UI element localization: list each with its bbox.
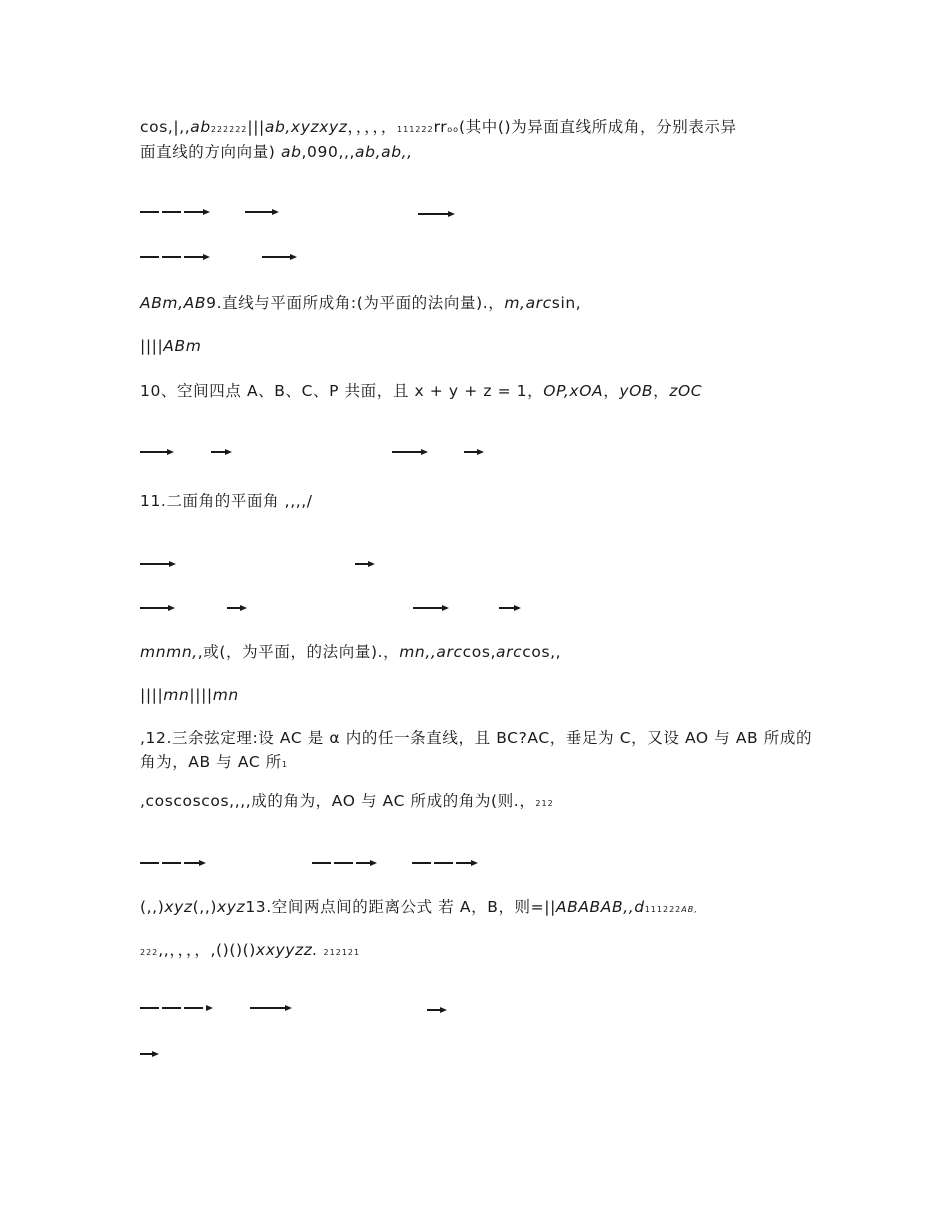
text: ||||	[189, 686, 213, 704]
vector-arrow	[312, 860, 377, 866]
vector-arrow	[227, 605, 247, 611]
text: cos,|,,	[140, 118, 191, 136]
text: ,或(，为平面，的法向量).，	[197, 643, 400, 661]
vector-arrow	[140, 254, 210, 260]
text: m,arc	[504, 294, 552, 312]
formula-line-8	[140, 685, 239, 705]
text: 13.空间两点间的距离公式 若 A，B，则=||	[245, 898, 556, 916]
text: xyz	[164, 898, 193, 916]
text: 面直线的方向向量)	[140, 143, 276, 161]
text: ||||	[140, 337, 164, 355]
vector-arrow	[140, 561, 176, 567]
text: ABm	[163, 337, 202, 355]
formula-line-11	[140, 897, 698, 920]
text: ,coscoscos,,,,成的角为，AO 与 AC 所成的角为(则.，	[140, 792, 536, 810]
subscript: 222	[140, 948, 159, 957]
text: ab	[190, 118, 211, 136]
vector-arrow	[499, 605, 521, 611]
text: rr	[433, 118, 448, 136]
text: ab	[280, 143, 302, 161]
formula-line-7	[140, 642, 561, 662]
text: ab,ab,,	[355, 143, 413, 161]
text: ABm,AB	[140, 294, 207, 312]
subscript: 111222	[397, 125, 434, 134]
formula-line-12	[140, 940, 360, 963]
text: ABABAB,,d	[555, 898, 645, 916]
vector-arrow	[211, 449, 232, 455]
vector-arrow	[262, 254, 297, 260]
text: ,,，，，，	[158, 941, 211, 959]
vector-arrow	[245, 209, 279, 215]
text: mn	[212, 686, 239, 704]
text: ,12.三余弦定理:设 AC 是 α 内的任一条直线，且 BC?AC，垂足为 C，又设 AO 与 AB 所成的角为，AB 与 AC 所	[140, 729, 813, 771]
text: zOC	[669, 382, 703, 400]
vector-arrow	[140, 1051, 159, 1057]
text: arc	[496, 643, 523, 661]
vector-arrow	[140, 1005, 213, 1011]
vector-arrow	[355, 561, 375, 567]
text: ||||	[140, 686, 164, 704]
formula-line-3	[140, 293, 581, 313]
text: 10、空间四点 A、B、C、P 共面，且 x + y + z = 1，	[140, 382, 544, 400]
text: cos,	[462, 643, 497, 661]
vector-arrow	[250, 1005, 292, 1011]
text: 9.直线与平面所成角:(为平面的法向量).，	[206, 294, 505, 312]
formula-line-9	[140, 726, 815, 777]
vector-arrow	[418, 211, 455, 217]
text: mn	[163, 686, 190, 704]
text: sin,	[551, 294, 582, 312]
formula-line-6	[140, 491, 313, 511]
text: (其中()为异面直线所成角，分别表示异	[459, 118, 737, 136]
formula-line-5	[140, 381, 702, 401]
subscript: 111222	[644, 905, 682, 914]
formula-line-10	[140, 791, 554, 814]
text: ,()()()	[210, 941, 256, 959]
text: ，	[653, 382, 670, 400]
subscript: AB,	[681, 905, 698, 914]
vector-arrow	[427, 1007, 447, 1013]
text: mnmn,	[140, 643, 198, 661]
subscript: 212	[535, 799, 554, 808]
formula-line-4	[140, 336, 201, 356]
formula-line-1	[140, 117, 737, 140]
text: (,,)	[192, 898, 218, 916]
subscript: 222222	[210, 125, 248, 134]
text: mn,,arc	[399, 643, 463, 661]
formula-line-2	[140, 142, 413, 162]
text: yOB	[619, 382, 654, 400]
text: (,,)	[140, 898, 165, 916]
text: cos,,	[522, 643, 562, 661]
text: |||	[247, 118, 265, 136]
vector-arrow	[412, 860, 478, 866]
vector-arrow	[140, 605, 175, 611]
text: OP,xOA	[543, 382, 604, 400]
vector-arrow	[413, 605, 449, 611]
vector-arrow	[140, 209, 210, 215]
vector-arrow	[464, 449, 484, 455]
text: ，，，，，	[347, 118, 398, 136]
vector-arrow	[140, 449, 174, 455]
vector-arrow	[392, 449, 428, 455]
subscript: 1	[281, 760, 288, 769]
text: xxyyzz.	[255, 941, 319, 959]
text: ,090,,,	[301, 143, 356, 161]
text: 11.二面角的平面角 ,,,,/	[140, 492, 313, 510]
subscript: 212121	[323, 948, 361, 957]
vector-arrow	[140, 860, 206, 866]
text: ，	[603, 382, 620, 400]
text: xyz	[217, 898, 246, 916]
subscript: oo	[447, 125, 460, 134]
text: ab,xyzxyz	[264, 118, 348, 136]
